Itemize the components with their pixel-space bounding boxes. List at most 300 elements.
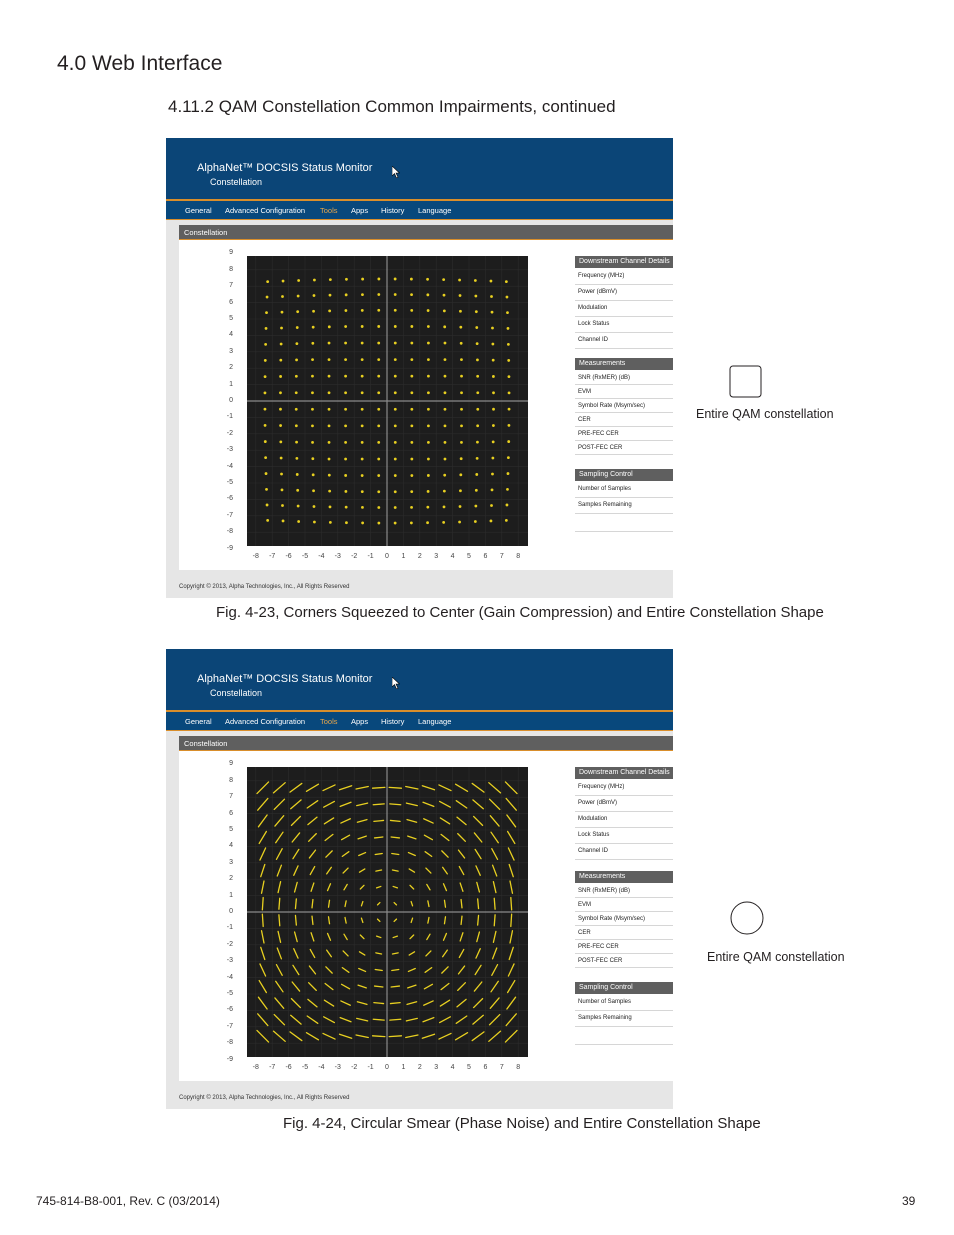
- row-modulation: Modulation: [578, 816, 608, 822]
- constellation-point: [328, 933, 331, 940]
- constellation-point: [340, 802, 351, 806]
- constellation-point: [460, 457, 463, 460]
- constellation-point: [327, 950, 332, 957]
- constellation-point: [308, 817, 317, 824]
- constellation-point: [506, 1014, 516, 1026]
- nav-history[interactable]: History: [381, 717, 405, 726]
- constellation-point: [361, 358, 364, 361]
- constellation-point: [426, 521, 429, 524]
- constellation-point: [473, 1015, 483, 1024]
- constellation-point: [297, 505, 300, 508]
- constellation-point: [266, 504, 269, 507]
- constellation-point: [295, 342, 298, 345]
- constellation-point: [375, 854, 382, 855]
- constellation-point: [424, 984, 432, 988]
- constellation-point: [344, 458, 347, 461]
- row-pre-fec-cer: PRE-FEC CER: [578, 431, 619, 437]
- constellation-point: [361, 918, 362, 922]
- constellation-point: [328, 342, 331, 345]
- constellation-point: [264, 424, 267, 427]
- y-tick-label: 0: [229, 908, 233, 915]
- y-tick-label: 1: [229, 891, 233, 899]
- constellation-point: [408, 969, 415, 972]
- document-number: 745-814-B8-001, Rev. C (03/2014): [36, 1194, 220, 1208]
- constellation-point: [407, 820, 417, 823]
- constellation-point: [281, 295, 284, 298]
- samples-input[interactable]: [575, 1027, 673, 1045]
- constellation-point: [262, 881, 264, 893]
- constellation-point: [509, 865, 513, 877]
- nav-apps[interactable]: Apps: [351, 717, 369, 726]
- constellation-point: [361, 522, 364, 525]
- constellation-point: [422, 1034, 434, 1038]
- constellation-point: [459, 326, 462, 329]
- constellation-point: [391, 986, 399, 987]
- constellation-point: [377, 441, 380, 444]
- y-tick-label: -4: [226, 462, 233, 470]
- constellation-point: [361, 342, 364, 345]
- constellation-point: [394, 424, 397, 427]
- y-tick-label: 6: [229, 298, 233, 306]
- row-power: Power (dBmV): [578, 289, 618, 295]
- y-tick-label: -8: [226, 1039, 233, 1047]
- constellation-point: [281, 504, 284, 507]
- row-lock-status: Lock Status: [578, 832, 610, 838]
- constellation-point: [407, 1002, 417, 1005]
- constellation-point: [341, 1001, 350, 1005]
- constellation-point: [424, 1001, 433, 1005]
- constellation-point: [491, 981, 498, 992]
- constellation-point: [507, 440, 510, 443]
- constellation-point: [329, 917, 330, 924]
- constellation-point: [280, 457, 283, 460]
- constellation-point: [392, 854, 399, 855]
- constellation-point: [477, 932, 480, 942]
- constellation-point: [410, 424, 413, 427]
- constellation-point: [276, 965, 282, 976]
- constellation-point: [506, 798, 516, 810]
- constellation-point: [394, 474, 397, 477]
- constellation-point: [309, 966, 315, 974]
- constellation-point: [377, 309, 380, 312]
- constellation-point: [345, 506, 348, 509]
- nav-language[interactable]: Language: [418, 717, 452, 726]
- nav-language[interactable]: Language: [418, 206, 452, 215]
- constellation-point: [377, 936, 381, 937]
- constellation-point: [491, 457, 494, 460]
- row-number-of-samples: Number of Samples: [578, 999, 632, 1005]
- constellation-point: [377, 522, 380, 525]
- constellation-point: [357, 1018, 368, 1021]
- constellation-point: [266, 519, 269, 522]
- constellation-point: [377, 474, 380, 477]
- y-tick-label: -9: [226, 544, 233, 552]
- constellation-point: [341, 819, 350, 823]
- constellation-point: [439, 785, 451, 791]
- constellation-point: [295, 899, 296, 909]
- sampling-header: Sampling Control: [579, 471, 633, 478]
- constellation-point: [392, 870, 398, 871]
- x-tick-label: -2: [351, 553, 358, 560]
- constellation-point: [490, 280, 493, 283]
- constellation-point: [410, 342, 413, 345]
- constellation-point: [361, 325, 364, 328]
- constellation-point: [456, 784, 468, 791]
- constellation-point: [279, 424, 282, 427]
- constellation-point: [328, 884, 331, 891]
- constellation-point: [394, 293, 397, 296]
- constellation-point: [491, 343, 494, 346]
- constellation-point: [293, 965, 299, 974]
- nav-tools[interactable]: Tools: [320, 717, 338, 726]
- constellation-point: [473, 800, 483, 809]
- constellation-point: [491, 311, 494, 314]
- constellation-point: [456, 801, 467, 808]
- constellation-point: [427, 458, 430, 461]
- constellation-point: [458, 966, 464, 974]
- measurements-header: Measurements: [579, 360, 626, 367]
- constellation-point: [311, 933, 314, 941]
- constellation-point: [410, 441, 413, 444]
- constellation-point: [440, 818, 449, 824]
- subsection-heading: 4.11.2 QAM Constellation Common Impairments, continued: [168, 97, 616, 116]
- constellation-point: [444, 391, 447, 394]
- row-post-fec-cer: POST-FEC CER: [578, 958, 623, 964]
- constellation-point: [444, 375, 447, 378]
- constellation-point: [477, 882, 480, 892]
- constellation-point: [306, 1033, 318, 1040]
- panel-title: Constellation: [184, 228, 228, 237]
- app-subtitle: Constellation: [210, 688, 263, 698]
- constellation-point: [340, 786, 352, 790]
- constellation-point: [340, 1018, 351, 1022]
- constellation-point: [274, 799, 284, 809]
- constellation-point: [439, 1033, 451, 1039]
- constellation-point: [443, 490, 446, 493]
- constellation-point: [459, 294, 462, 297]
- constellation-point: [426, 293, 429, 296]
- constellation-point: [291, 800, 301, 809]
- constellation-point: [393, 886, 397, 887]
- constellation-point: [377, 886, 381, 887]
- constellation-point: [295, 408, 298, 411]
- nav-apps[interactable]: Apps: [351, 206, 369, 215]
- nav-bar: [166, 201, 673, 220]
- constellation-point: [307, 1016, 318, 1023]
- constellation-point: [426, 506, 429, 509]
- constellation-point: [460, 883, 463, 891]
- constellation-point: [440, 1017, 451, 1023]
- constellation-point: [292, 982, 299, 991]
- constellation-point: [377, 424, 380, 427]
- x-tick-label: -8: [252, 1064, 259, 1071]
- constellation-point: [493, 931, 496, 942]
- constellation-point: [511, 898, 512, 910]
- constellation-point: [410, 885, 414, 889]
- constellation-point: [394, 342, 397, 345]
- constellation-point: [296, 310, 299, 313]
- constellation-point: [309, 983, 317, 991]
- constellation-point: [428, 917, 429, 923]
- constellation-point: [391, 837, 399, 838]
- constellation-point: [507, 343, 510, 346]
- constellation-point: [282, 280, 285, 283]
- x-tick-label: -3: [334, 1064, 341, 1071]
- constellation-point: [311, 457, 314, 460]
- constellation-point: [507, 327, 510, 330]
- constellation-point: [410, 506, 413, 509]
- constellation-point: [328, 490, 331, 493]
- constellation-point: [508, 408, 511, 411]
- constellation-point: [324, 818, 333, 824]
- constellation-point: [474, 982, 481, 991]
- constellation-point: [294, 949, 298, 958]
- constellation-point: [307, 801, 318, 808]
- panel-title: Constellation: [184, 739, 228, 748]
- constellation-point: [312, 310, 315, 313]
- constellation-point: [264, 456, 267, 459]
- constellation-point: [295, 441, 298, 444]
- constellation-point: [329, 521, 332, 524]
- constellation-point: [457, 817, 466, 824]
- constellation-point: [325, 834, 333, 840]
- constellation-point: [311, 342, 314, 345]
- shape-label-2: Entire QAM constellation: [707, 950, 845, 964]
- y-tick-label: 4: [229, 842, 233, 850]
- constellation-point: [476, 358, 479, 361]
- constellation-point: [328, 325, 331, 328]
- constellation-point: [342, 984, 350, 988]
- constellation-point: [476, 408, 479, 411]
- constellation-point: [265, 488, 268, 491]
- x-tick-label: 5: [467, 1064, 471, 1071]
- constellation-point: [377, 358, 380, 361]
- constellation-point: [443, 294, 446, 297]
- constellation-point: [361, 441, 364, 444]
- constellation-point: [427, 884, 430, 889]
- constellation-point: [296, 489, 299, 492]
- constellation-point: [392, 969, 399, 970]
- constellation-point: [328, 424, 331, 427]
- constellation-point: [474, 505, 477, 508]
- constellation-point: [411, 902, 412, 906]
- constellation-point: [460, 408, 463, 411]
- constellation-point: [279, 898, 280, 909]
- constellation-point: [390, 1019, 401, 1020]
- constellation-point: [410, 293, 413, 296]
- constellation-point: [427, 490, 430, 493]
- constellation-point: [444, 917, 445, 924]
- constellation-point: [423, 802, 434, 806]
- constellation-point: [261, 865, 265, 877]
- nav-bar: [166, 712, 673, 731]
- constellation-point: [427, 408, 430, 411]
- constellation-point: [361, 490, 364, 493]
- x-tick-label: -6: [285, 1064, 292, 1071]
- y-tick-label: -9: [226, 1055, 233, 1063]
- constellation-point: [493, 865, 497, 876]
- constellation-point: [472, 783, 484, 792]
- constellation-point: [394, 919, 396, 921]
- constellation-point: [328, 408, 331, 411]
- constellation-point: [394, 278, 397, 281]
- constellation-point: [361, 278, 364, 281]
- constellation-point: [312, 900, 313, 908]
- constellation-point: [394, 490, 397, 493]
- constellation-point: [344, 391, 347, 394]
- constellation-point: [360, 935, 364, 939]
- x-tick-label: -6: [285, 553, 292, 560]
- constellation-point: [510, 931, 512, 943]
- constellation-point: [324, 1017, 335, 1023]
- x-tick-label: 2: [417, 553, 422, 560]
- constellation-point: [508, 964, 514, 976]
- constellation-point: [492, 359, 495, 362]
- constellation-point: [377, 458, 380, 461]
- constellation-point: [461, 900, 462, 908]
- row-cer: CER: [578, 930, 591, 936]
- constellation-point: [458, 279, 461, 282]
- shape-label-1: Entire QAM constellation: [696, 407, 834, 421]
- constellation-point: [410, 408, 413, 411]
- constellation-point: [313, 279, 316, 282]
- constellation-point: [442, 278, 445, 281]
- nav-general[interactable]: General: [185, 717, 212, 726]
- constellation-point: [345, 521, 348, 524]
- constellation-point: [444, 458, 447, 461]
- constellation-point: [344, 934, 347, 939]
- constellation-point: [390, 820, 400, 821]
- constellation-point: [459, 473, 462, 476]
- constellation-point: [394, 903, 396, 905]
- constellation-point: [259, 981, 266, 993]
- constellation-point: [505, 519, 508, 522]
- constellation-point: [508, 848, 514, 860]
- y-tick-label: -7: [226, 1022, 233, 1030]
- constellation-point: [344, 441, 347, 444]
- row-channel-id: Channel ID: [578, 337, 609, 343]
- constellation-point: [410, 278, 413, 281]
- constellation-point: [279, 375, 282, 378]
- constellation-point: [361, 391, 364, 394]
- constellation-point: [410, 309, 413, 312]
- samples-input[interactable]: [575, 514, 673, 532]
- constellation-point: [478, 899, 479, 909]
- row-symbol-rate: Symbol Rate (Msym/sec): [578, 916, 646, 922]
- nav-advanced-configuration[interactable]: Advanced Configuration: [225, 717, 306, 726]
- row-symbol-rate: Symbol Rate (Msym/sec): [578, 403, 646, 409]
- constellation-point: [460, 441, 463, 444]
- constellation-point: [458, 983, 466, 991]
- constellation-point: [490, 295, 493, 298]
- constellation-point: [476, 949, 480, 958]
- constellation-point: [377, 506, 380, 509]
- constellation-point: [281, 488, 284, 491]
- y-tick-label: -5: [226, 479, 233, 486]
- constellation-point: [410, 358, 413, 361]
- constellation-point: [476, 391, 479, 394]
- constellation-point: [444, 884, 447, 891]
- app-title: AlphaNet™ DOCSIS Status Monitor: [197, 673, 373, 685]
- x-tick-label: -4: [318, 553, 325, 560]
- constellation-point: [328, 391, 331, 394]
- constellation-point: [490, 520, 493, 523]
- constellation-point: [459, 310, 462, 313]
- constellation-point: [277, 865, 281, 876]
- constellation-point: [410, 935, 414, 939]
- constellation-point: [279, 408, 282, 411]
- constellation-point: [506, 504, 509, 507]
- constellation-point: [460, 424, 463, 427]
- constellation-point: [357, 1002, 367, 1005]
- constellation-point: [357, 820, 367, 823]
- y-tick-label: -3: [226, 957, 233, 965]
- constellation-point: [328, 441, 331, 444]
- constellation-point: [456, 1033, 468, 1040]
- constellation-point: [279, 915, 280, 926]
- constellation-point: [394, 391, 397, 394]
- constellation-point: [276, 981, 283, 992]
- constellation-point: [295, 375, 298, 378]
- constellation-point: [427, 325, 430, 328]
- nav-history[interactable]: History: [381, 206, 405, 215]
- constellation-point: [411, 918, 412, 922]
- constellation-point: [342, 968, 349, 973]
- constellation-point: [264, 408, 267, 411]
- constellation-point: [376, 870, 382, 871]
- constellation-point: [311, 375, 314, 378]
- constellation-point: [427, 424, 430, 427]
- constellation-point: [361, 902, 362, 906]
- constellation-point: [279, 440, 282, 443]
- nav-tools[interactable]: Tools: [320, 206, 338, 215]
- y-tick-label: 5: [229, 826, 233, 833]
- constellation-point: [276, 849, 282, 860]
- y-tick-label: 6: [229, 809, 233, 817]
- constellation-point: [344, 358, 347, 361]
- constellation-point: [377, 342, 380, 345]
- constellation-point: [478, 915, 479, 925]
- constellation-point: [443, 950, 448, 957]
- nav-general[interactable]: General: [185, 206, 212, 215]
- constellation-point: [294, 866, 298, 875]
- constellation-point: [312, 489, 315, 492]
- constellation-point: [511, 914, 512, 926]
- constellation-point: [312, 916, 313, 924]
- constellation-point: [264, 440, 267, 443]
- constellation-point: [410, 391, 413, 394]
- constellation-point: [508, 424, 511, 427]
- constellation-point: [427, 441, 430, 444]
- constellation-point: [328, 358, 331, 361]
- constellation-point: [258, 1014, 268, 1026]
- constellation-point: [326, 967, 332, 973]
- constellation-point: [344, 325, 347, 328]
- constellation-point: [507, 456, 510, 459]
- constellation-point: [356, 1035, 368, 1037]
- constellation-point: [506, 296, 509, 299]
- constellation-point: [423, 1018, 434, 1022]
- constellation-point: [376, 953, 382, 954]
- y-tick-label: 8: [229, 776, 233, 784]
- constellation-point: [266, 280, 269, 283]
- nav-advanced-configuration[interactable]: Advanced Configuration: [225, 206, 306, 215]
- constellation-point: [460, 391, 463, 394]
- constellation-point: [262, 931, 264, 943]
- constellation-point: [459, 505, 462, 508]
- row-pre-fec-cer: PRE-FEC CER: [578, 944, 619, 950]
- constellation-point: [361, 408, 364, 411]
